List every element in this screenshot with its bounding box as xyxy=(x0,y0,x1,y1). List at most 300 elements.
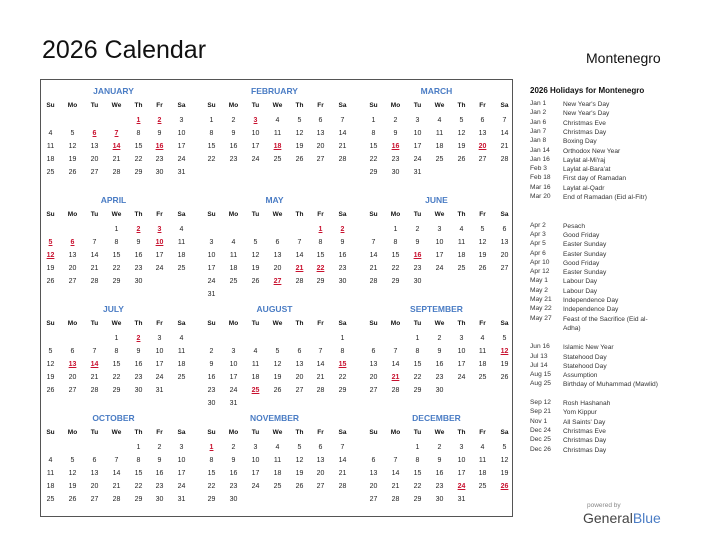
holiday-date: 13 xyxy=(68,361,77,368)
month-july xyxy=(40,298,194,405)
calendar-day: 23 xyxy=(134,374,143,381)
weekday-header: Su xyxy=(369,211,378,218)
weekday-header: We xyxy=(434,102,445,109)
holiday-name: Christmas Eve xyxy=(563,427,606,435)
month-february xyxy=(201,80,355,187)
calendar-day: 8 xyxy=(114,348,119,355)
calendar-day: 18 xyxy=(46,156,55,163)
calendar-day: 7 xyxy=(340,444,345,451)
holiday-name: Labour Day xyxy=(563,287,598,295)
calendar-day: 14 xyxy=(500,130,509,137)
calendar-day: 3 xyxy=(415,117,420,124)
calendar-day: 30 xyxy=(134,387,143,394)
calendar-day: 22 xyxy=(413,483,422,490)
holiday-date: 12 xyxy=(500,348,509,355)
calendar-day: 13 xyxy=(68,252,77,259)
calendar-day: 26 xyxy=(457,156,466,163)
calendar-day: 12 xyxy=(457,130,466,137)
calendar-day: 29 xyxy=(134,496,143,503)
calendar-day: 11 xyxy=(46,143,55,150)
weekday-header: Sa xyxy=(338,211,347,218)
calendar-day: 17 xyxy=(207,265,216,272)
calendar-day: 19 xyxy=(457,143,466,150)
calendar-day: 26 xyxy=(68,169,77,176)
calendar-day: 23 xyxy=(155,156,164,163)
calendar-day: 19 xyxy=(46,265,55,272)
calendar-day: 29 xyxy=(112,278,121,285)
calendar-day: 2 xyxy=(415,226,420,233)
calendar-day: 30 xyxy=(229,496,238,503)
calendar-day: 20 xyxy=(68,374,77,381)
holiday-date: 2 xyxy=(340,226,345,233)
holiday-date: 1 xyxy=(136,117,141,124)
calendar-day: 27 xyxy=(90,169,99,176)
calendar-day: 14 xyxy=(112,470,121,477)
holiday-date: 16 xyxy=(413,252,422,259)
weekday-header: Mo xyxy=(390,102,401,109)
holiday-name: Feast of the Sacrifice (Eid al-Adha) xyxy=(563,315,648,333)
calendar-day: 12 xyxy=(46,361,55,368)
calendar-day: 27 xyxy=(295,387,304,394)
calendar-day: 14 xyxy=(369,252,378,259)
calendar-day: 8 xyxy=(393,239,398,246)
holiday-date: 2 xyxy=(136,335,141,342)
holiday-date: 2 xyxy=(157,117,162,124)
calendar-day: 13 xyxy=(90,143,99,150)
calendar-day: 18 xyxy=(177,361,186,368)
calendar-day: 31 xyxy=(177,169,186,176)
calendar-day: 17 xyxy=(457,361,466,368)
calendar-day: 9 xyxy=(157,130,162,137)
calendar-day: 16 xyxy=(134,361,143,368)
weekday-header: Su xyxy=(207,320,216,327)
calendar-day: 14 xyxy=(338,457,347,464)
calendar-day: 18 xyxy=(478,470,487,477)
calendar-day: 17 xyxy=(251,143,260,150)
calendar-day: 19 xyxy=(295,143,304,150)
calendar-day: 22 xyxy=(112,374,121,381)
calendar-day: 11 xyxy=(46,470,55,477)
calendar-day: 3 xyxy=(459,444,464,451)
month-name: JANUARY xyxy=(93,86,134,96)
calendar-day: 25 xyxy=(273,483,282,490)
calendar-day: 5 xyxy=(297,444,302,451)
calendar-day: 22 xyxy=(207,483,216,490)
calendar-day: 17 xyxy=(229,374,238,381)
month-name: SEPTEMBER xyxy=(410,304,463,314)
weekday-header: Th xyxy=(295,320,304,327)
calendar-day: 7 xyxy=(92,239,97,246)
calendar-day: 28 xyxy=(112,496,121,503)
calendar-day: 21 xyxy=(369,265,378,272)
holiday-date-label: Aug 25 xyxy=(530,380,551,388)
calendar-day: 25 xyxy=(46,496,55,503)
weekday-header: Sa xyxy=(500,211,509,218)
calendar-day: 7 xyxy=(92,348,97,355)
holiday-date: 7 xyxy=(114,130,119,137)
calendar-day: 4 xyxy=(179,335,184,342)
month-march xyxy=(363,80,517,187)
holiday-date-label: Jan 6 xyxy=(530,118,547,126)
holiday-date: 3 xyxy=(157,226,162,233)
calendar-day: 12 xyxy=(295,457,304,464)
calendar-day: 2 xyxy=(437,335,442,342)
calendar-day: 19 xyxy=(68,156,77,163)
holiday-name: Laylat al-Qadr xyxy=(563,184,605,192)
calendar-day: 5 xyxy=(70,130,75,137)
holiday-date: 1 xyxy=(318,226,323,233)
calendar-day: 15 xyxy=(112,252,121,259)
calendar-day: 19 xyxy=(295,470,304,477)
month-december xyxy=(363,407,517,514)
weekday-header: Fr xyxy=(317,102,324,109)
calendar-day: 14 xyxy=(295,252,304,259)
holiday-date-label: Jun 16 xyxy=(530,343,550,351)
calendar-day: 26 xyxy=(273,387,282,394)
weekday-header: Fr xyxy=(317,429,324,436)
calendar-day: 26 xyxy=(478,265,487,272)
weekday-header: We xyxy=(434,320,445,327)
holiday-date-label: Apr 12 xyxy=(530,268,550,276)
calendar-day: 10 xyxy=(155,348,164,355)
holiday-date-label: Apr 6 xyxy=(530,249,546,257)
calendar-day: 9 xyxy=(437,348,442,355)
holiday-date-label: Jul 13 xyxy=(530,352,548,360)
calendar-day: 20 xyxy=(90,483,99,490)
calendar-day: 18 xyxy=(478,361,487,368)
calendar-day: 16 xyxy=(134,252,143,259)
weekday-header: Sa xyxy=(177,320,186,327)
weekday-header: Tu xyxy=(413,429,422,436)
calendar-day: 20 xyxy=(500,252,509,259)
calendar-day: 29 xyxy=(207,496,216,503)
brand-logo[interactable] xyxy=(583,510,661,526)
calendar-day: 5 xyxy=(275,348,280,355)
calendar-day: 11 xyxy=(478,457,487,464)
weekday-header: Fr xyxy=(156,211,163,218)
calendar-day: 28 xyxy=(338,156,347,163)
calendar-day: 13 xyxy=(273,252,282,259)
holiday-name: Independence Day xyxy=(563,306,619,314)
calendar-day: 27 xyxy=(369,387,378,394)
month-june xyxy=(363,189,517,296)
weekday-header: Fr xyxy=(317,320,324,327)
calendar-day: 4 xyxy=(48,130,53,137)
holiday-date-label: Jan 2 xyxy=(530,109,547,117)
calendar-day: 29 xyxy=(369,169,378,176)
holiday-date-label: May 2 xyxy=(530,286,548,294)
calendar-day: 21 xyxy=(391,483,400,490)
calendar-day: 16 xyxy=(435,470,444,477)
calendar-day: 18 xyxy=(229,265,238,272)
calendar-day: 28 xyxy=(391,387,400,394)
calendar-day: 4 xyxy=(480,444,485,451)
calendar-day: 18 xyxy=(273,470,282,477)
calendar-day: 28 xyxy=(90,278,99,285)
calendar-day: 22 xyxy=(134,483,143,490)
calendar-day: 20 xyxy=(369,483,378,490)
weekday-header: Fr xyxy=(156,320,163,327)
calendar-day: 11 xyxy=(435,130,444,137)
weekday-header: Sa xyxy=(338,429,347,436)
calendar-day: 22 xyxy=(207,156,216,163)
calendar-day: 11 xyxy=(229,252,238,259)
calendar-day: 5 xyxy=(253,239,258,246)
calendar-day: 23 xyxy=(229,156,238,163)
calendar-day: 21 xyxy=(90,374,99,381)
calendar-day: 6 xyxy=(502,226,507,233)
calendar-day: 19 xyxy=(46,374,55,381)
calendar-day: 1 xyxy=(136,444,141,451)
holiday-date: 6 xyxy=(70,239,75,246)
calendar-day: 15 xyxy=(391,252,400,259)
calendar-day: 11 xyxy=(251,361,260,368)
calendar-day: 16 xyxy=(435,361,444,368)
calendar-day: 8 xyxy=(415,457,420,464)
month-may xyxy=(201,189,355,296)
country-name: Montenegro xyxy=(586,50,661,66)
calendar-day: 13 xyxy=(316,130,325,137)
calendar-day: 1 xyxy=(393,226,398,233)
calendar-day: 10 xyxy=(457,348,466,355)
calendar-day: 10 xyxy=(457,457,466,464)
holiday-name: Yom Kippur xyxy=(563,409,597,417)
holiday-name: Laylat al-Mi'raj xyxy=(563,156,606,164)
holiday-date-label: Feb 3 xyxy=(530,165,547,173)
weekday-header: Tu xyxy=(90,211,99,218)
calendar-day: 8 xyxy=(114,239,119,246)
holiday-date: 16 xyxy=(391,143,400,150)
calendar-day: 31 xyxy=(177,496,186,503)
calendar-day: 15 xyxy=(134,470,143,477)
calendar-day: 5 xyxy=(459,117,464,124)
calendar-day: 2 xyxy=(209,348,214,355)
calendar-day: 2 xyxy=(157,444,162,451)
calendar-day: 24 xyxy=(177,483,186,490)
calendar-day: 15 xyxy=(369,143,378,150)
calendar-day: 22 xyxy=(391,265,400,272)
calendar-day: 18 xyxy=(457,252,466,259)
holiday-name: New Year's Day xyxy=(563,110,610,118)
holiday-date: 6 xyxy=(92,130,97,137)
calendar-day: 12 xyxy=(68,143,77,150)
weekday-header: Su xyxy=(369,320,378,327)
calendar-day: 9 xyxy=(136,348,141,355)
calendar-day: 3 xyxy=(179,444,184,451)
holiday-date: 10 xyxy=(155,239,164,246)
calendar-day: 20 xyxy=(316,470,325,477)
calendar-day: 28 xyxy=(338,483,347,490)
holiday-date-label: May 22 xyxy=(530,305,552,313)
powered-by: powered by xyxy=(587,502,621,509)
weekday-header: Su xyxy=(46,102,55,109)
calendar-day: 11 xyxy=(273,457,282,464)
weekday-header: Tu xyxy=(413,320,422,327)
calendar-day: 25 xyxy=(478,374,487,381)
calendar-day: 28 xyxy=(295,278,304,285)
calendar-day: 14 xyxy=(338,130,347,137)
calendar-day: 30 xyxy=(155,169,164,176)
holiday-name: Birthday of Muhammad (Mawlid) xyxy=(563,381,658,389)
calendar-day: 13 xyxy=(316,457,325,464)
calendar-day: 3 xyxy=(231,348,236,355)
weekday-header: Tu xyxy=(251,429,260,436)
calendar-day: 6 xyxy=(480,117,485,124)
calendar-day: 17 xyxy=(435,252,444,259)
weekday-header: Th xyxy=(457,102,466,109)
holiday-date: 3 xyxy=(253,117,258,124)
calendar-day: 29 xyxy=(112,387,121,394)
calendar-day: 20 xyxy=(316,143,325,150)
calendar-day: 13 xyxy=(500,239,509,246)
month-name: JULY xyxy=(103,304,124,314)
holiday-date-label: Jan 14 xyxy=(530,146,550,154)
calendar-day: 31 xyxy=(413,169,422,176)
weekday-header: Sa xyxy=(500,429,509,436)
holiday-date: 25 xyxy=(251,387,260,394)
calendar-day: 27 xyxy=(68,387,77,394)
calendar-day: 9 xyxy=(393,130,398,137)
calendar-day: 2 xyxy=(437,444,442,451)
calendar-day: 18 xyxy=(177,252,186,259)
calendar-day: 1 xyxy=(415,444,420,451)
calendar-day: 25 xyxy=(478,483,487,490)
holiday-name: Christmas Day xyxy=(563,437,607,445)
month-name: NOVEMBER xyxy=(249,413,300,423)
calendar-day: 29 xyxy=(413,387,422,394)
calendar-day: 19 xyxy=(251,265,260,272)
weekday-header: Mo xyxy=(67,320,78,327)
calendar-day: 8 xyxy=(318,239,323,246)
calendar-day: 9 xyxy=(209,361,214,368)
holiday-name: Boxing Day xyxy=(563,138,597,146)
calendar-day: 9 xyxy=(231,130,236,137)
holiday-name: Independence Day xyxy=(563,297,619,304)
calendar-day: 10 xyxy=(177,130,186,137)
calendar-day: 10 xyxy=(435,239,444,246)
calendar-day: 27 xyxy=(316,483,325,490)
calendar-day: 24 xyxy=(229,387,238,394)
calendar-day: 30 xyxy=(435,496,444,503)
weekday-header: Tu xyxy=(251,320,260,327)
calendar-day: 6 xyxy=(70,348,75,355)
weekday-header: Tu xyxy=(413,211,422,218)
weekday-header: Su xyxy=(207,429,216,436)
weekday-header: Tu xyxy=(251,211,260,218)
weekday-header: We xyxy=(272,102,283,109)
weekday-header: Mo xyxy=(390,429,401,436)
calendar-day: 5 xyxy=(297,117,302,124)
month-april xyxy=(40,189,194,296)
calendar-day: 16 xyxy=(338,252,347,259)
calendar-day: 25 xyxy=(435,156,444,163)
calendar-day: 19 xyxy=(500,470,509,477)
calendar-day: 8 xyxy=(371,130,376,137)
calendar-day: 29 xyxy=(134,169,143,176)
weekday-header: Mo xyxy=(67,429,78,436)
weekday-header: We xyxy=(272,429,283,436)
calendar-day: 29 xyxy=(391,278,400,285)
calendar-day: 15 xyxy=(316,252,325,259)
calendar-day: 9 xyxy=(437,457,442,464)
calendar-day: 23 xyxy=(435,483,444,490)
calendar-day: 30 xyxy=(413,278,422,285)
weekday-header: Su xyxy=(46,211,55,218)
holiday-date-label: Apr 10 xyxy=(530,258,550,266)
calendar-day: 21 xyxy=(500,143,509,150)
calendar-day: 14 xyxy=(90,252,99,259)
month-name: MAY xyxy=(265,195,284,205)
holiday-date: 14 xyxy=(90,361,99,368)
holiday-date: 24 xyxy=(457,483,466,490)
holiday-date-label: Mar 16 xyxy=(530,183,551,191)
calendar-day: 26 xyxy=(500,374,509,381)
holiday-date-label: Jan 16 xyxy=(530,155,550,163)
calendar-day: 21 xyxy=(338,470,347,477)
calendar-day: 3 xyxy=(179,117,184,124)
weekday-header: Mo xyxy=(228,211,239,218)
holidays-title: 2026 Holidays for Montenegro xyxy=(530,86,645,95)
calendar-day: 25 xyxy=(229,278,238,285)
holiday-date: 21 xyxy=(295,265,304,272)
holiday-name: All Saints' Day xyxy=(563,418,606,426)
weekday-header: Fr xyxy=(156,429,163,436)
calendar-day: 4 xyxy=(275,117,280,124)
calendar-day: 28 xyxy=(90,387,99,394)
weekday-header: Su xyxy=(207,211,216,218)
calendar-day: 10 xyxy=(177,457,186,464)
holiday-date: 12 xyxy=(46,252,55,259)
weekday-header: Sa xyxy=(500,102,509,109)
calendar-day: 11 xyxy=(273,130,282,137)
holiday-date-label: May 27 xyxy=(530,314,552,322)
calendar-day: 29 xyxy=(316,278,325,285)
holiday-date-label: Jan 8 xyxy=(530,137,547,145)
calendar-day: 3 xyxy=(157,335,162,342)
calendar-day: 31 xyxy=(155,387,164,394)
holiday-date-label: Nov 1 xyxy=(530,417,548,425)
holiday-date: 22 xyxy=(316,265,325,272)
calendar-day: 19 xyxy=(68,483,77,490)
holiday-date: 20 xyxy=(478,143,487,150)
month-name: DECEMBER xyxy=(412,413,461,423)
month-january xyxy=(40,80,194,187)
weekday-header: Tu xyxy=(90,102,99,109)
calendar-day: 18 xyxy=(435,143,444,150)
weekday-header: Su xyxy=(369,102,378,109)
weekday-header: Mo xyxy=(390,320,401,327)
calendar-day: 13 xyxy=(90,470,99,477)
calendar-day: 23 xyxy=(338,265,347,272)
weekday-header: Th xyxy=(295,211,304,218)
calendar-day: 25 xyxy=(457,265,466,272)
holiday-date-label: May 1 xyxy=(530,277,548,285)
calendar-day: 8 xyxy=(209,130,214,137)
holiday-date-label: Jan 1 xyxy=(530,100,547,107)
calendar-day: 24 xyxy=(177,156,186,163)
holiday-date: 2 xyxy=(136,226,141,233)
weekday-header: We xyxy=(111,211,122,218)
holiday-name: Christmas Eve xyxy=(563,119,606,127)
holiday-date: 18 xyxy=(273,143,282,150)
calendar-day: 23 xyxy=(435,374,444,381)
calendar-day: 22 xyxy=(134,156,143,163)
calendar-day: 14 xyxy=(316,361,325,368)
weekday-header: Sa xyxy=(177,429,186,436)
calendar-day: 27 xyxy=(500,265,509,272)
weekday-header: Mo xyxy=(390,211,401,218)
weekday-header: We xyxy=(272,320,283,327)
